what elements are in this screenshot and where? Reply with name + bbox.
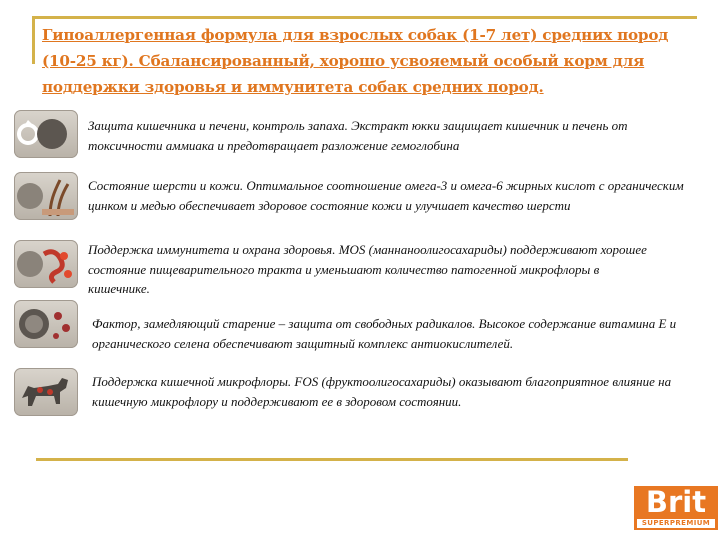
antioxidant-icon	[14, 300, 78, 348]
feature-text: Состояние шерсти и кожи. Оптимальное соотношение омега-3 и омега-6 жирных кислот с органическим цинком и медью обеспечивает здоровое состояние кожи и улучшает качество шерсти	[88, 178, 684, 213]
odour-control-icon	[14, 110, 78, 158]
coat-skin-icon	[14, 172, 78, 220]
brit-logo	[634, 486, 718, 530]
feature-text: Поддержка кишечной микрофлоры. FOS (фруктоолигосахариды) оказывают благоприятное влияние на кишечную микрофлору и поддерживают ее в здоровом состоянии.	[92, 374, 672, 409]
page-title: Гипоаллергенная формула для взрослых собак (1-7 лет) средних пород (10-25 кг). Сбалансированный, хорошо усвояемый особый корм для поддержки здоровья и иммунитета собак средних пород.	[42, 26, 669, 96]
top-rule-tick	[32, 16, 35, 64]
logo-word: Brit	[645, 485, 707, 519]
logo-subtitle: SUPERPREMIUM	[637, 519, 715, 528]
fos-dog-icon	[14, 368, 78, 416]
feature-text: Поддержка иммунитета и охрана здоровья. MOS (маннаноолигосахариды) поддерживают хорошее состояние пищеварительного тракта и уменьшают количество патогенной микрофлоры в кишечнике.	[88, 242, 647, 296]
feature-text: Фактор, замедляющий старение – защита от свободных радикалов. Высокое содержание витамина Е и органического селена обеспечивают защитный комплекс антиокислителей.	[92, 316, 677, 351]
mos-intestine-icon	[14, 240, 78, 288]
top-rule	[32, 16, 697, 19]
bottom-rule	[36, 458, 628, 461]
feature-text: Защита кишечника и печени, контроль запаха. Экстракт юкки защищает кишечник и печень от токсичности аммиака и предотвращает разложение гемоглобина	[88, 118, 628, 153]
